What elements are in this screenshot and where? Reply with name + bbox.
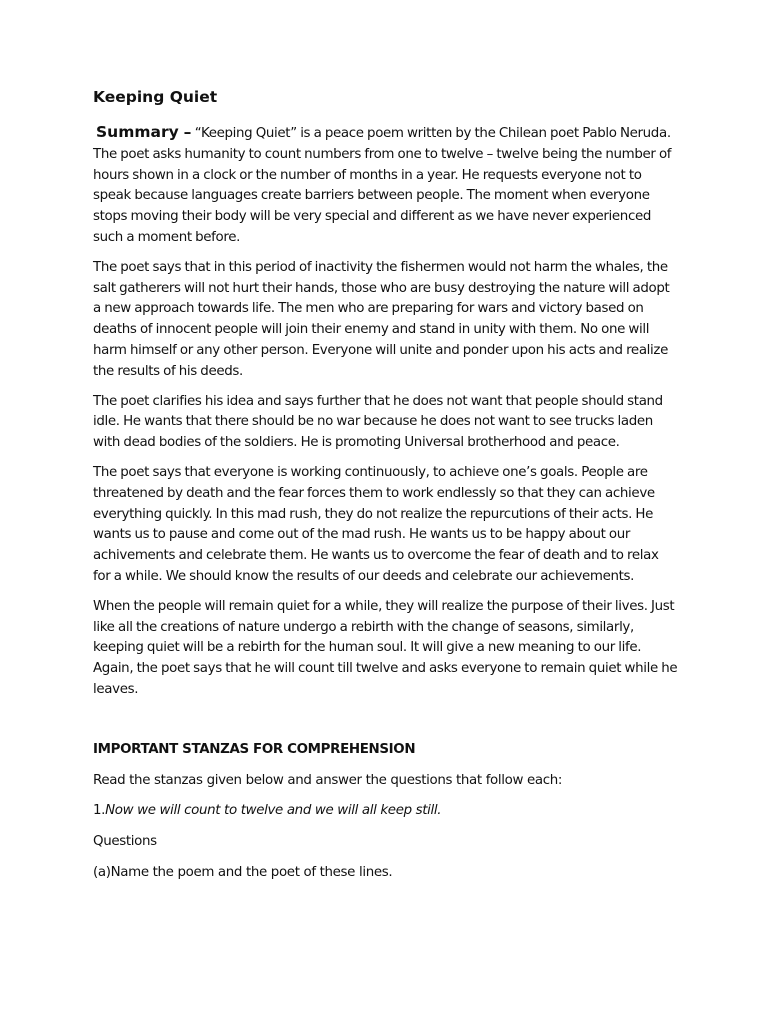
stanza-line (93, 801, 678, 822)
document-title: Keeping Quiet (93, 88, 218, 106)
section-heading: IMPORTANT STANZAS FOR COMPREHENSION (93, 741, 416, 757)
summary-label: Summary – (96, 123, 192, 141)
stanza-number: 1. (93, 803, 106, 819)
instruction-text: Read the stanzas given below and answer the questions that follow each: (93, 772, 563, 788)
summary-paragraph (93, 122, 678, 249)
stanza-text: Now we will count to twelve and we will all keep still. (105, 803, 442, 819)
question-a: (a)Name the poem and the poet of these lines. (93, 864, 393, 880)
questions-label: Questions (93, 834, 157, 850)
section-spacer (93, 710, 678, 740)
body-paragraph-4: When the people will remain quiet for a while, they will realize the purpose of their lives. Just like all the creations of nature undergo a rebirth with the change of seasons, similarly, keeping quiet will be a rebirth for the human soul. It will give a new meaning to our life. Again, the poet says that he will count till twelve and asks everyone to remain quiet while he leaves. (93, 598, 678, 697)
body-paragraph-1: The poet says that in this period of inactivity the fishermen would not harm the whales, the salt gatherers will not hurt their hands, those who are busy destroying the nature will adopt a new approach towards life. The men who are preparing for wars and victory based on deaths of innocent people will join their enemy and stand in unity with them. No one will harm himself or any other person. Everyone will unite and ponder upon his acts and realize the results of his deeds. (93, 259, 670, 379)
body-paragraph-3: The poet says that everyone is working continuously, to achieve one’s goals. People are threatened by death and the fear forces them to work endlessly so that they can achieve everything quickly. In this mad rush, they do not realize the repurcutions of their acts. He wants us to pause and come out of the mad rush. He wants us to be happy about our achivements and celebrate them. He wants us to overcome the fear of death and to relax for a while. We should know the results of our deeds and celebrate our achievements. (93, 464, 659, 584)
document-page (93, 86, 678, 894)
summary-text: “Keeping Quiet” is a peace poem written by the Chilean poet Pablo Neruda. The poet asks humanity to count numbers from one to twelve – twelve being the number of hours shown in a clock or the number of months in a year. He requests everyone not to speak because languages create barriers between people. The moment when everyone stops moving their body will be very special and different as we have never experienced such a moment before. (93, 126, 672, 245)
body-paragraph-2: The poet clarifies his idea and says further that he does not want that people should stand idle. He wants that there should be no war because he does not want to see trucks laden with dead bodies of the soldiers. He is promoting Universal brotherhood and peace. (93, 393, 663, 451)
